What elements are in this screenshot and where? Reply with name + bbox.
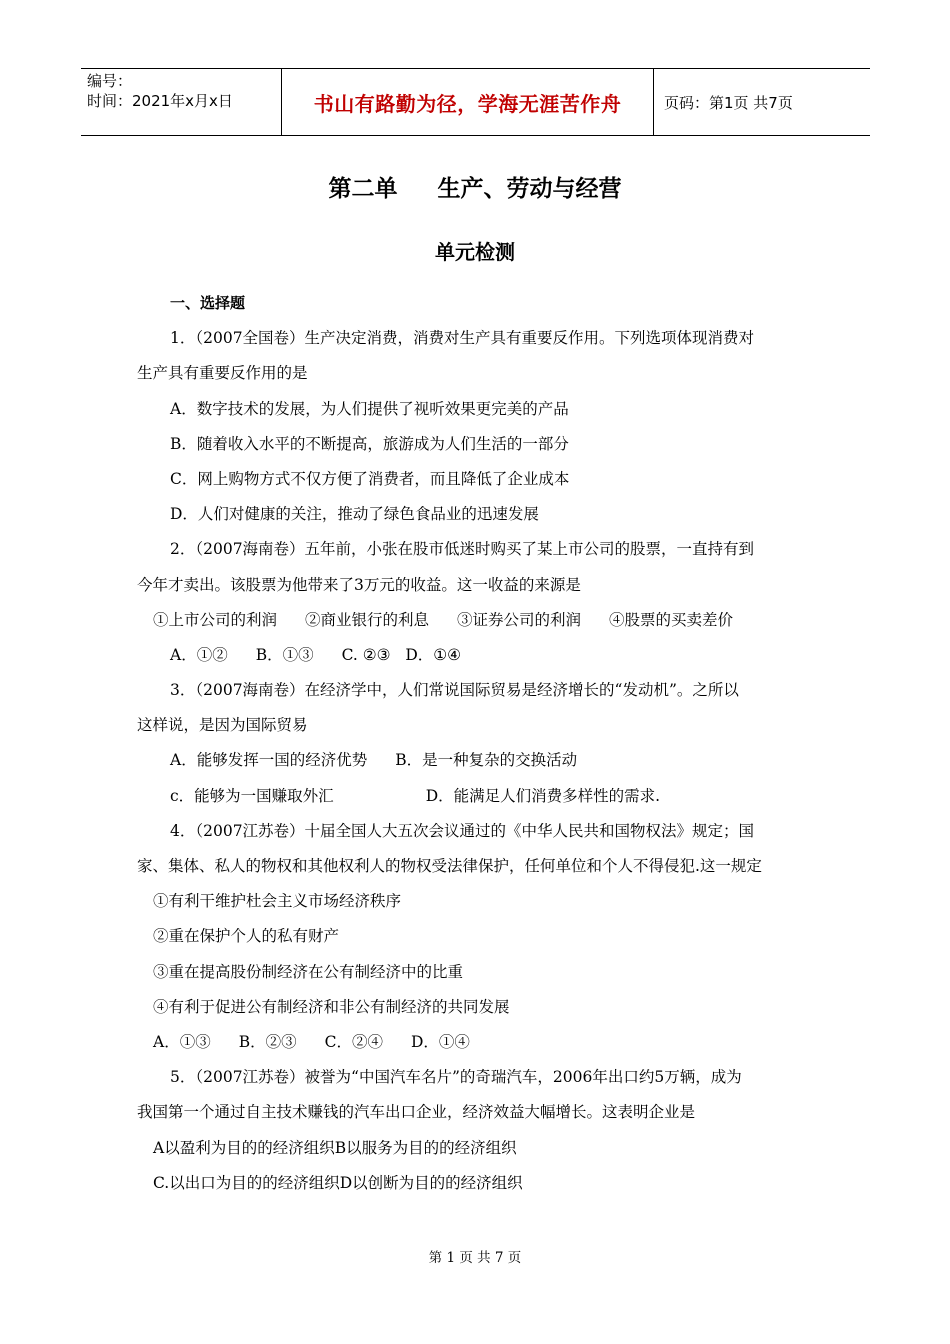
q1-stem-line1: 1．（2007全国卷）生产决定消费，消费对生产具有重要反作用。下列选项体现消费对 (170, 329, 755, 348)
q5-stem-line2: 我国第一个通过自主技术赚钱的汽车出口企业，经济效益大幅增长。这表明企业是 (137, 1103, 696, 1122)
page-footer: 第 1 页 共 7 页 (428, 1250, 522, 1266)
q2-stem-line1: 2．（2007海南卷）五年前，小张在股市低迷时购买了某上市公司的股票，一直持有到 (170, 540, 755, 559)
q2-item-2: ②商业银行的利息 (305, 610, 430, 629)
q2-item-4: ④股票的买卖差价 (609, 610, 734, 629)
header-left-cell (81, 69, 281, 135)
q2-option-b: B．①③ (255, 645, 314, 664)
header-page-cell (654, 69, 870, 135)
q4-answers (137, 1025, 817, 1060)
section-heading: 一、选择题 (170, 294, 246, 312)
q3-option-c: c．能够为一国赚取外汇 (170, 786, 334, 805)
motto: 书山有路勤为径，学海无涯苦作舟 (313, 91, 622, 116)
q1-stem-line2: 生产具有重要反作用的是 (137, 364, 308, 383)
q5-stem-line1: 5．（2007江苏卷）被誉为“中国汽车名片”的奇瑞汽车，2006年出口约5万辆，成为 (170, 1068, 742, 1087)
q2-option-a: A．①② (170, 645, 228, 664)
q2-item-1: ①上市公司的利润 (153, 610, 278, 629)
q4-option-c: C．②④ (324, 1032, 383, 1051)
q4-stem-line1: 4．（2007江苏卷）十届全国人大五次会议通过的《中华人民共和国物权法》规定；国 (170, 821, 755, 840)
page-subtitle: 单元检测 (435, 240, 515, 264)
q3-option-d: D．能满足人们消费多样性的需求. (425, 786, 661, 805)
q3-option-b: B．是一种复杂的交换活动 (395, 751, 578, 770)
q4-option-a: A．①③ (153, 1032, 211, 1051)
title-topic: 生产、劳动与经营 (437, 176, 622, 202)
q1-option-c: C．网上购物方式不仅方便了消费者，而且降低了企业成本 (170, 469, 570, 488)
title-unit: 第二单 (328, 176, 398, 202)
q1-option-b: B．随着收入水平的不断提高，旅游成为人们生活的一部分 (170, 434, 569, 453)
q3-stem-line2: 这样说，是因为国际贸易 (137, 716, 308, 735)
code-label: 编号： (87, 72, 133, 90)
q2-item-3: ③证券公司的利润 (457, 610, 582, 629)
q4-stem-line2: 家、集体、私人的物权和其他权利人的物权受法律保护，任何单位和个人不得侵犯.这一规定 (137, 857, 762, 875)
q2-option-c: C. ②③ (341, 645, 391, 664)
q2-items (137, 603, 817, 638)
time-label: 时间：2021年x月x日 (87, 92, 233, 110)
q2-stem-line2: 今年才卖出。该股票为他带来了3万元的收益。这一收益的来源是 (137, 575, 581, 594)
q3-options-ab (137, 743, 817, 778)
q2-answers (137, 638, 817, 673)
q5-options-cd: C.以出口为目的的经济组织D以创断为目的的经济组织 (153, 1173, 523, 1192)
q1-option-d: D．人们对健康的关注，推动了绿色食品业的迅速发展 (170, 505, 539, 524)
q3-options-cd (137, 779, 817, 814)
header-table (81, 68, 870, 136)
header-motto-cell (281, 69, 654, 135)
q4-option-d: D．①④ (410, 1032, 470, 1051)
document-body (137, 286, 817, 1201)
q3-stem-line1: 3．（2007海南卷）在经济学中，人们常说国际贸易是经济增长的“发动机”。之所以 (170, 681, 739, 700)
page-info: 页码：第1页 共7页 (664, 93, 793, 112)
q3-option-a: A．能够发挥一国的经济优势 (170, 751, 368, 770)
page-title (0, 170, 950, 203)
q4-item-3: ③重在提高股份制经济在公有制经济中的比重 (153, 962, 464, 981)
q4-option-b: B．②③ (238, 1032, 297, 1051)
q4-item-4: ④有利于促进公有制经济和非公有制经济的共同发展 (153, 997, 510, 1016)
q5-options-ab: A以盈利为目的的经济组织B以服务为目的的经济组织 (153, 1138, 517, 1157)
q4-item-2: ②重在保护个人的私有财产 (153, 927, 340, 946)
q4-item-1: ①有利干维护杜会主义市场经济秩序 (153, 892, 402, 911)
q2-option-d: D．①④ (405, 645, 462, 664)
q1-option-a: A．数字技术的发展，为人们提供了视听效果更完美的产品 (170, 399, 569, 418)
